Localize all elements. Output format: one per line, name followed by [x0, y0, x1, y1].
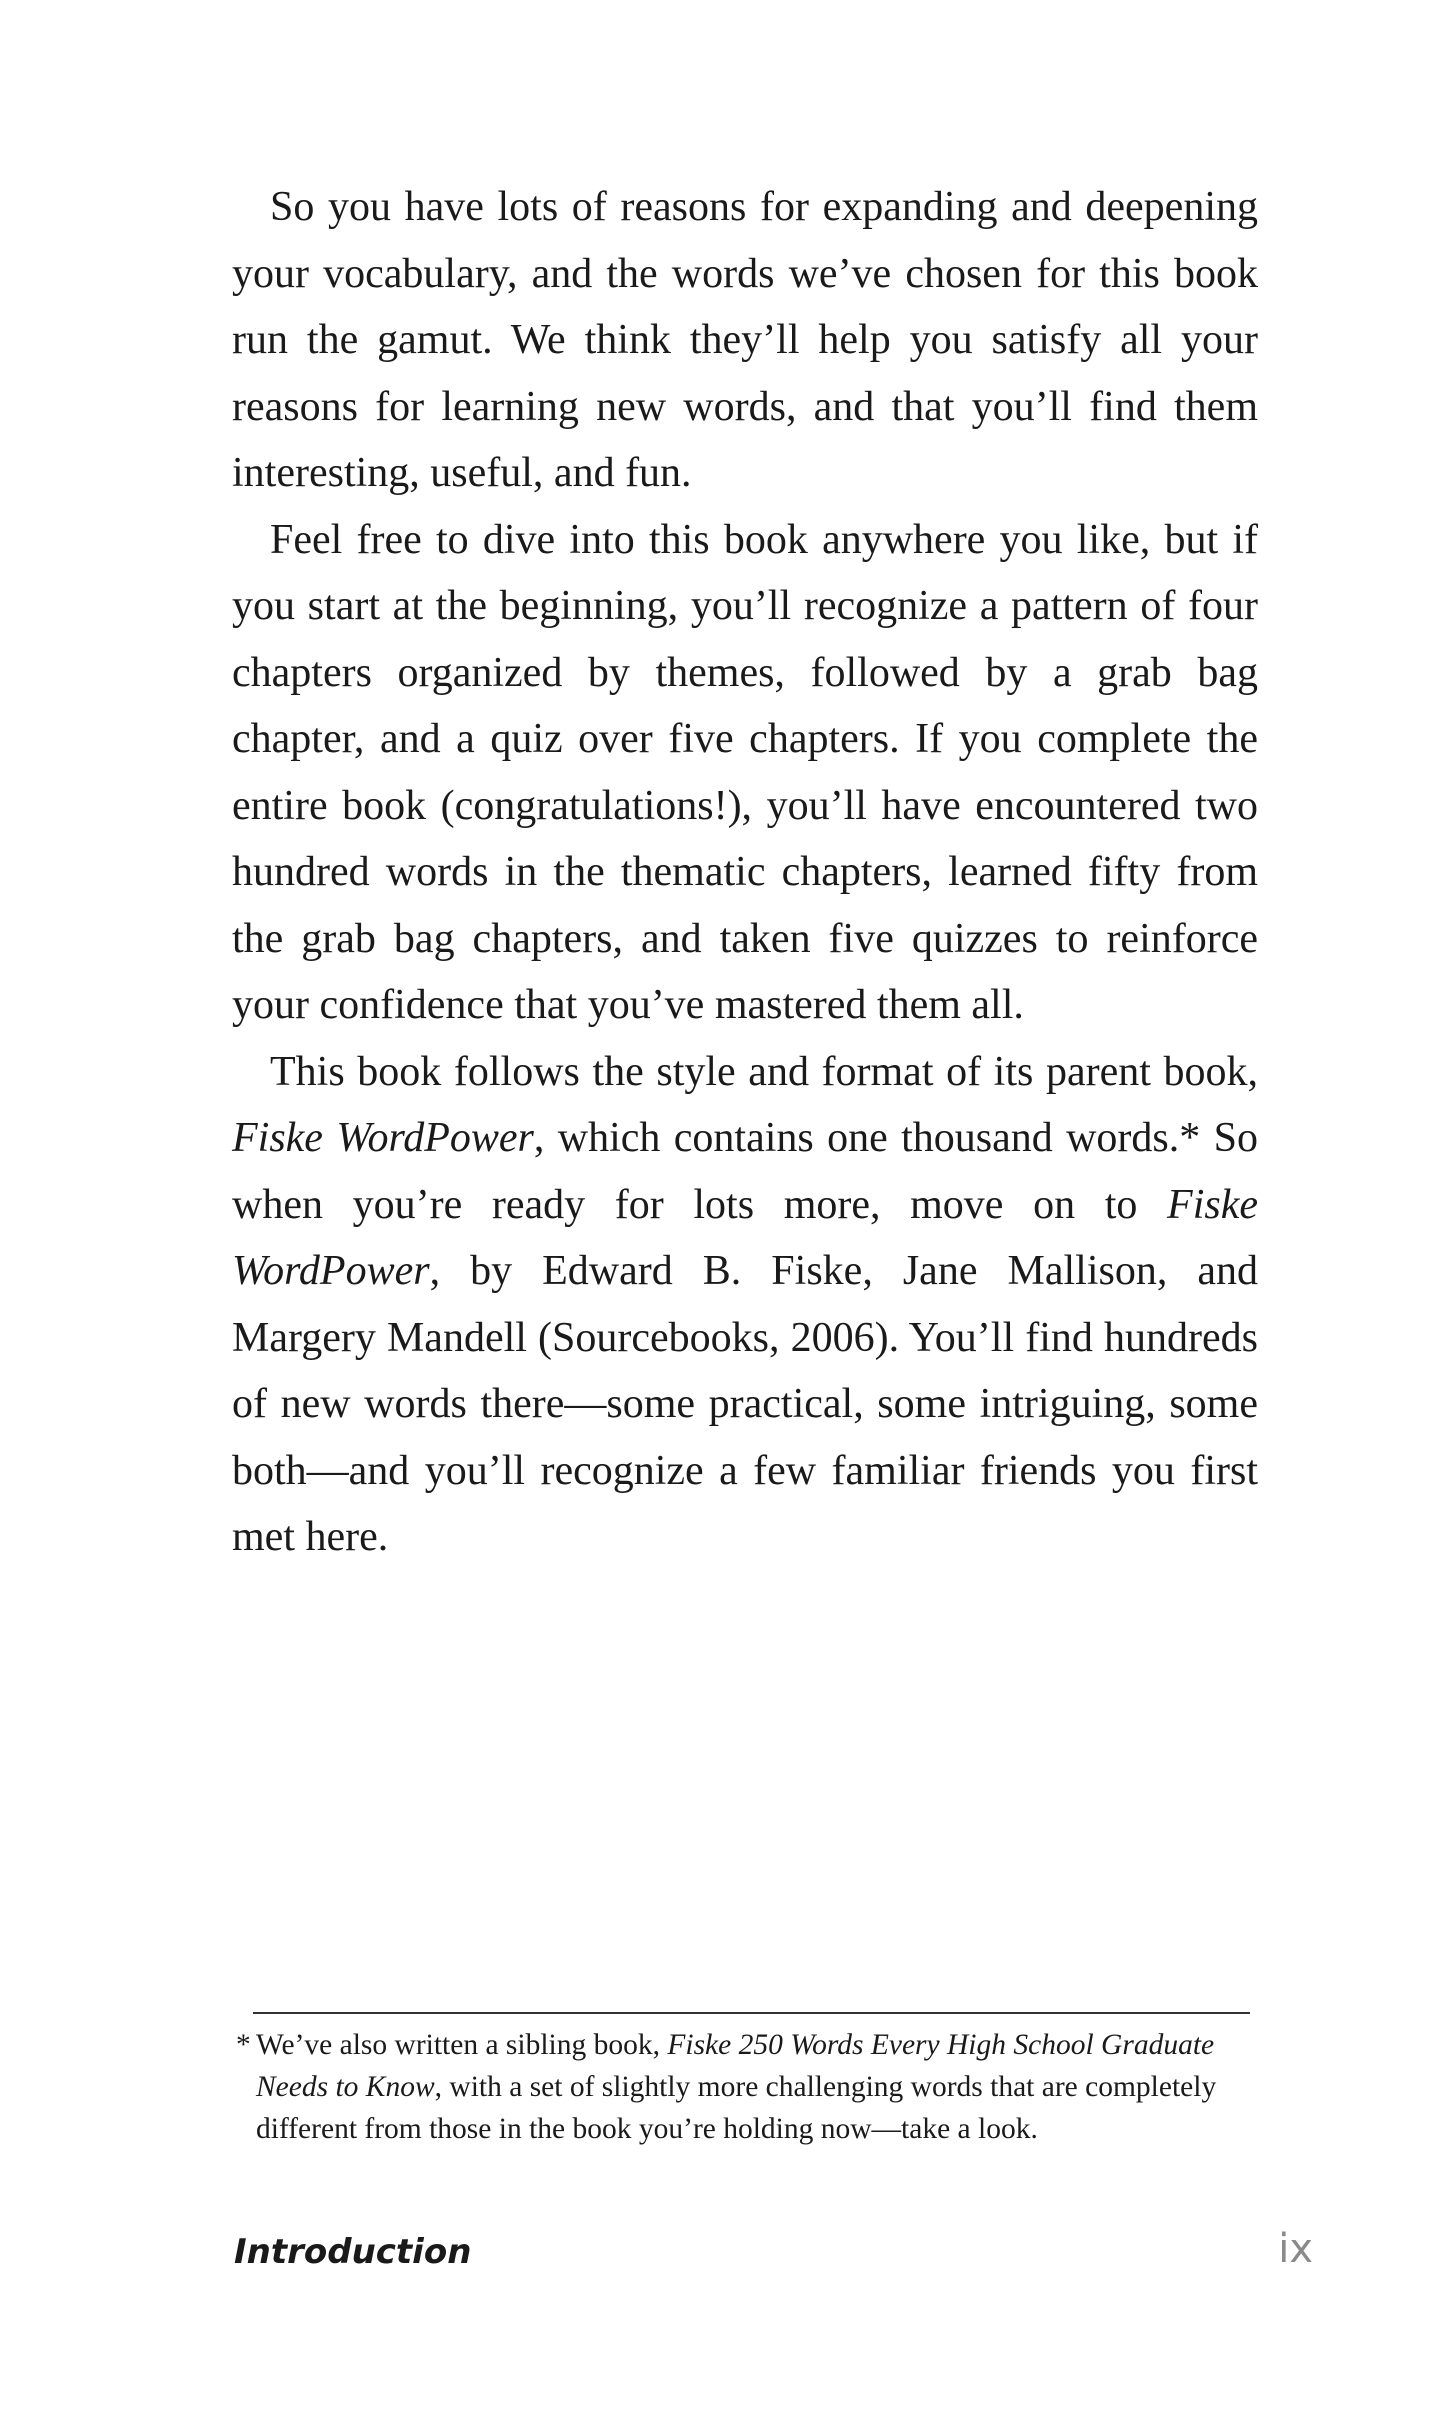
book-title-italic: Fiske WordPower: [232, 1181, 1258, 1294]
running-footer-section-title: Introduction: [234, 2232, 472, 2272]
paragraph-2: [232, 507, 1258, 1039]
paragraph-3-text: , which contains one thousand words.* So when you’re ready for lots more, move on to: [232, 1115, 1258, 1228]
footnote-marker: *: [236, 2029, 251, 2061]
footnote-divider: [253, 2012, 1250, 2014]
paragraph-1: [232, 174, 1258, 507]
paragraph-2-text: Feel free to dive into this book anywhere you like, but if you start at the beginning, you’ll recognize a pattern of four chapters organized by themes, followed by a grab bag chapter, and a quiz over five chapters. If you complete the entire book (congratulations!), you’ll have encountered two hundred words in the thematic chapters, learned fifty from the grab bag chapters, and taken five quizzes to reinforce your confidence that you’ve mastered them all.: [232, 516, 1258, 1028]
footnote-book-title-italic: Fiske 250 Words Every High School Graduate Needs to Know: [256, 2029, 1215, 2103]
footnote: [236, 2024, 1256, 2150]
footnote-text-segment: , with a set of slightly more challenging words that are completely different from those in the book you’re holding now—take a look.: [256, 2071, 1217, 2145]
main-text: [232, 174, 1258, 1571]
paragraph-3-text: , by Edward B. Fiske, Jane Mallison, and Margery Mandell (Sourcebooks, 2006). You’ll find hundreds of new words there—some practical, some intriguing, some both—and you’ll recognize a few familiar friends you first met here.: [232, 1248, 1258, 1560]
page-number: ix: [1278, 2226, 1313, 2272]
paragraph-3-text: This book follows the style and format of its parent book,: [270, 1048, 1258, 1095]
paragraph-1-text: So you have lots of reasons for expanding and deepening your vocabulary, and the words we’ve chosen for this book run the gamut. We think they’ll help you satisfy all your reasons for learning new words, and that you’ll find them interesting, useful, and fun.: [232, 184, 1258, 496]
paragraph-3: [232, 1039, 1258, 1571]
footnote-text: [256, 2024, 1256, 2150]
book-title-italic: Fiske WordPower: [232, 1115, 534, 1161]
footnote-text-segment: We’ve also written a sibling book,: [256, 2029, 668, 2061]
